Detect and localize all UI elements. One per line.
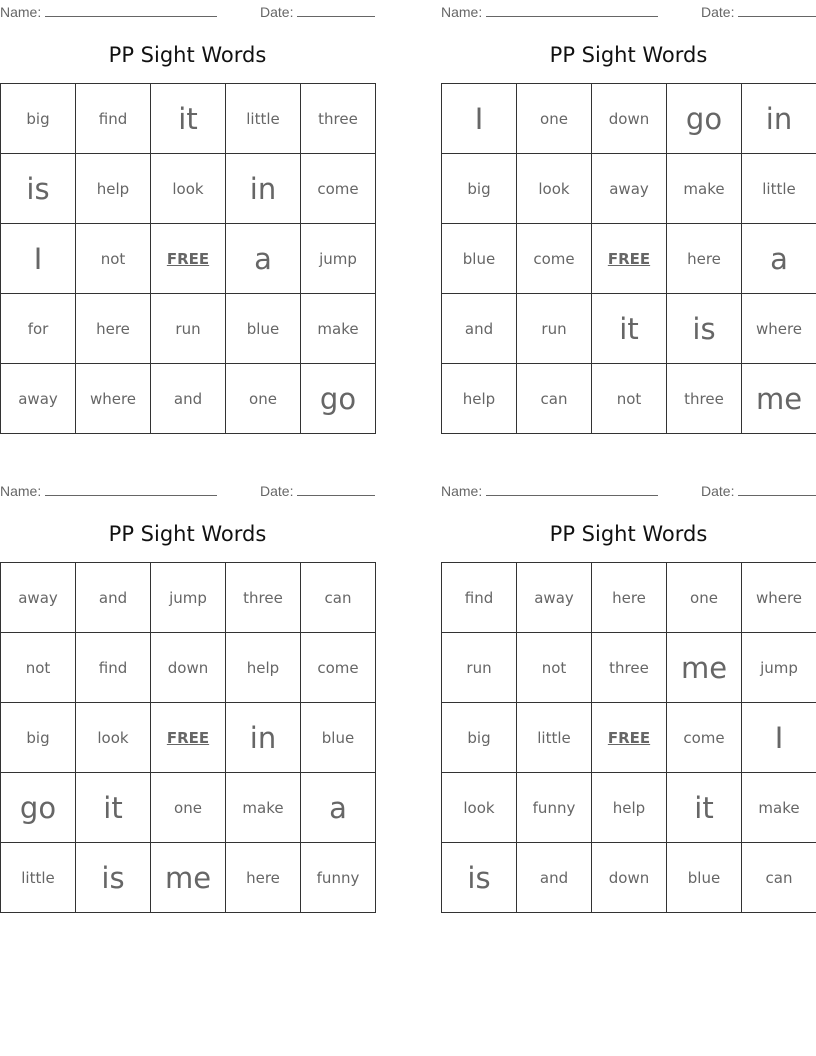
- word-cell: it: [592, 294, 667, 364]
- word-cell: and: [151, 364, 226, 434]
- grid-row: [1, 84, 376, 154]
- grid-row: [1, 224, 376, 294]
- grid-row: [442, 154, 816, 224]
- word-cell: three: [226, 563, 301, 633]
- word-cell: me: [742, 364, 816, 434]
- grid-row: [1, 563, 376, 633]
- bingo-card: [441, 0, 816, 432]
- word-cell: look: [76, 703, 151, 773]
- word-cell: little: [517, 703, 592, 773]
- word-cell: it: [667, 773, 742, 843]
- grid-row: [1, 633, 376, 703]
- word-cell: come: [667, 703, 742, 773]
- word-cell: in: [226, 703, 301, 773]
- name-label: Name:: [0, 483, 42, 499]
- word-cell: one: [517, 84, 592, 154]
- word-cell: can: [301, 563, 376, 633]
- name-blank[interactable]: [45, 481, 217, 496]
- date-label: Date:: [260, 483, 294, 499]
- word-cell: help: [592, 773, 667, 843]
- grid-row: [1, 703, 376, 773]
- name-line: [441, 481, 658, 500]
- word-cell: make: [742, 773, 816, 843]
- word-cell: help: [442, 364, 517, 434]
- word-cell: can: [742, 843, 816, 913]
- word-cell: blue: [226, 294, 301, 364]
- word-cell: me: [151, 843, 226, 913]
- word-cell: here: [667, 224, 742, 294]
- word-cell: in: [742, 84, 816, 154]
- date-line: [701, 481, 816, 500]
- grid-row: [442, 633, 816, 703]
- grid-row: [442, 563, 816, 633]
- word-cell: three: [592, 633, 667, 703]
- word-cell: help: [76, 154, 151, 224]
- grid-row: [1, 154, 376, 224]
- word-cell: and: [517, 843, 592, 913]
- name-label: Name:: [441, 4, 483, 20]
- word-cell: blue: [442, 224, 517, 294]
- card-title: PP Sight Words: [549, 522, 708, 546]
- grid-row: [442, 703, 816, 773]
- grid-row: [442, 84, 816, 154]
- free-space: FREE: [151, 703, 226, 773]
- word-cell: not: [76, 224, 151, 294]
- word-cell: not: [517, 633, 592, 703]
- word-cell: big: [442, 703, 517, 773]
- word-cell: blue: [301, 703, 376, 773]
- word-cell: run: [151, 294, 226, 364]
- word-cell: look: [517, 154, 592, 224]
- bingo-grid: [441, 562, 816, 913]
- word-cell: me: [667, 633, 742, 703]
- word-cell: go: [301, 364, 376, 434]
- word-cell: run: [442, 633, 517, 703]
- word-cell: help: [226, 633, 301, 703]
- word-cell: look: [442, 773, 517, 843]
- word-cell: big: [1, 703, 76, 773]
- word-cell: is: [442, 843, 517, 913]
- word-cell: jump: [301, 224, 376, 294]
- word-cell: down: [151, 633, 226, 703]
- word-cell: a: [301, 773, 376, 843]
- name-line: [0, 2, 217, 21]
- word-cell: I: [442, 84, 517, 154]
- grid-row: [442, 294, 816, 364]
- free-space: FREE: [592, 224, 667, 294]
- name-blank[interactable]: [486, 2, 658, 17]
- grid-row: [1, 294, 376, 364]
- word-cell: it: [76, 773, 151, 843]
- word-cell: blue: [667, 843, 742, 913]
- word-cell: is: [1, 154, 76, 224]
- word-cell: a: [742, 224, 816, 294]
- word-cell: little: [226, 84, 301, 154]
- word-cell: for: [1, 294, 76, 364]
- name-label: Name:: [0, 4, 42, 20]
- word-cell: where: [742, 294, 816, 364]
- name-blank[interactable]: [486, 481, 658, 496]
- word-cell: find: [76, 84, 151, 154]
- word-cell: come: [301, 154, 376, 224]
- word-cell: come: [301, 633, 376, 703]
- word-cell: make: [667, 154, 742, 224]
- word-cell: three: [301, 84, 376, 154]
- word-cell: away: [1, 364, 76, 434]
- free-space: FREE: [592, 703, 667, 773]
- date-line: [260, 2, 375, 21]
- word-cell: one: [151, 773, 226, 843]
- word-cell: not: [1, 633, 76, 703]
- card-title: PP Sight Words: [108, 43, 267, 67]
- word-cell: is: [76, 843, 151, 913]
- date-blank[interactable]: [738, 2, 816, 17]
- word-cell: make: [301, 294, 376, 364]
- word-cell: find: [442, 563, 517, 633]
- free-space: FREE: [151, 224, 226, 294]
- word-cell: in: [226, 154, 301, 224]
- bingo-grid: [0, 83, 376, 434]
- word-cell: little: [742, 154, 816, 224]
- bingo-card: [0, 0, 375, 432]
- card-title: PP Sight Words: [549, 43, 708, 67]
- date-blank[interactable]: [297, 2, 375, 17]
- word-cell: a: [226, 224, 301, 294]
- name-label: Name:: [441, 483, 483, 499]
- date-blank[interactable]: [297, 481, 375, 496]
- date-label: Date:: [260, 4, 294, 20]
- word-cell: one: [226, 364, 301, 434]
- word-cell: come: [517, 224, 592, 294]
- word-cell: go: [667, 84, 742, 154]
- grid-row: [442, 224, 816, 294]
- name-blank[interactable]: [45, 2, 217, 17]
- word-cell: make: [226, 773, 301, 843]
- word-cell: funny: [517, 773, 592, 843]
- word-cell: down: [592, 84, 667, 154]
- word-cell: away: [1, 563, 76, 633]
- word-cell: little: [1, 843, 76, 913]
- card-title: PP Sight Words: [108, 522, 267, 546]
- word-cell: here: [592, 563, 667, 633]
- grid-row: [1, 773, 376, 843]
- word-cell: where: [742, 563, 816, 633]
- grid-row: [442, 843, 816, 913]
- word-cell: three: [667, 364, 742, 434]
- date-line: [260, 481, 375, 500]
- word-cell: and: [76, 563, 151, 633]
- grid-row: [1, 364, 376, 434]
- word-cell: jump: [151, 563, 226, 633]
- name-line: [441, 2, 658, 21]
- date-blank[interactable]: [738, 481, 816, 496]
- word-cell: can: [517, 364, 592, 434]
- word-cell: here: [226, 843, 301, 913]
- word-cell: jump: [742, 633, 816, 703]
- word-cell: it: [151, 84, 226, 154]
- bingo-card: [0, 479, 375, 911]
- date-label: Date:: [701, 483, 735, 499]
- word-cell: and: [442, 294, 517, 364]
- grid-row: [442, 773, 816, 843]
- date-label: Date:: [701, 4, 735, 20]
- word-cell: away: [517, 563, 592, 633]
- word-cell: run: [517, 294, 592, 364]
- word-cell: where: [76, 364, 151, 434]
- date-line: [701, 2, 816, 21]
- bingo-grid: [0, 562, 376, 913]
- bingo-card: [441, 479, 816, 911]
- word-cell: big: [1, 84, 76, 154]
- word-cell: find: [76, 633, 151, 703]
- word-cell: is: [667, 294, 742, 364]
- word-cell: not: [592, 364, 667, 434]
- word-cell: big: [442, 154, 517, 224]
- word-cell: look: [151, 154, 226, 224]
- word-cell: here: [76, 294, 151, 364]
- word-cell: one: [667, 563, 742, 633]
- grid-row: [1, 843, 376, 913]
- word-cell: funny: [301, 843, 376, 913]
- word-cell: down: [592, 843, 667, 913]
- word-cell: I: [742, 703, 816, 773]
- word-cell: away: [592, 154, 667, 224]
- grid-row: [442, 364, 816, 434]
- bingo-grid: [441, 83, 816, 434]
- word-cell: I: [1, 224, 76, 294]
- word-cell: go: [1, 773, 76, 843]
- name-line: [0, 481, 217, 500]
